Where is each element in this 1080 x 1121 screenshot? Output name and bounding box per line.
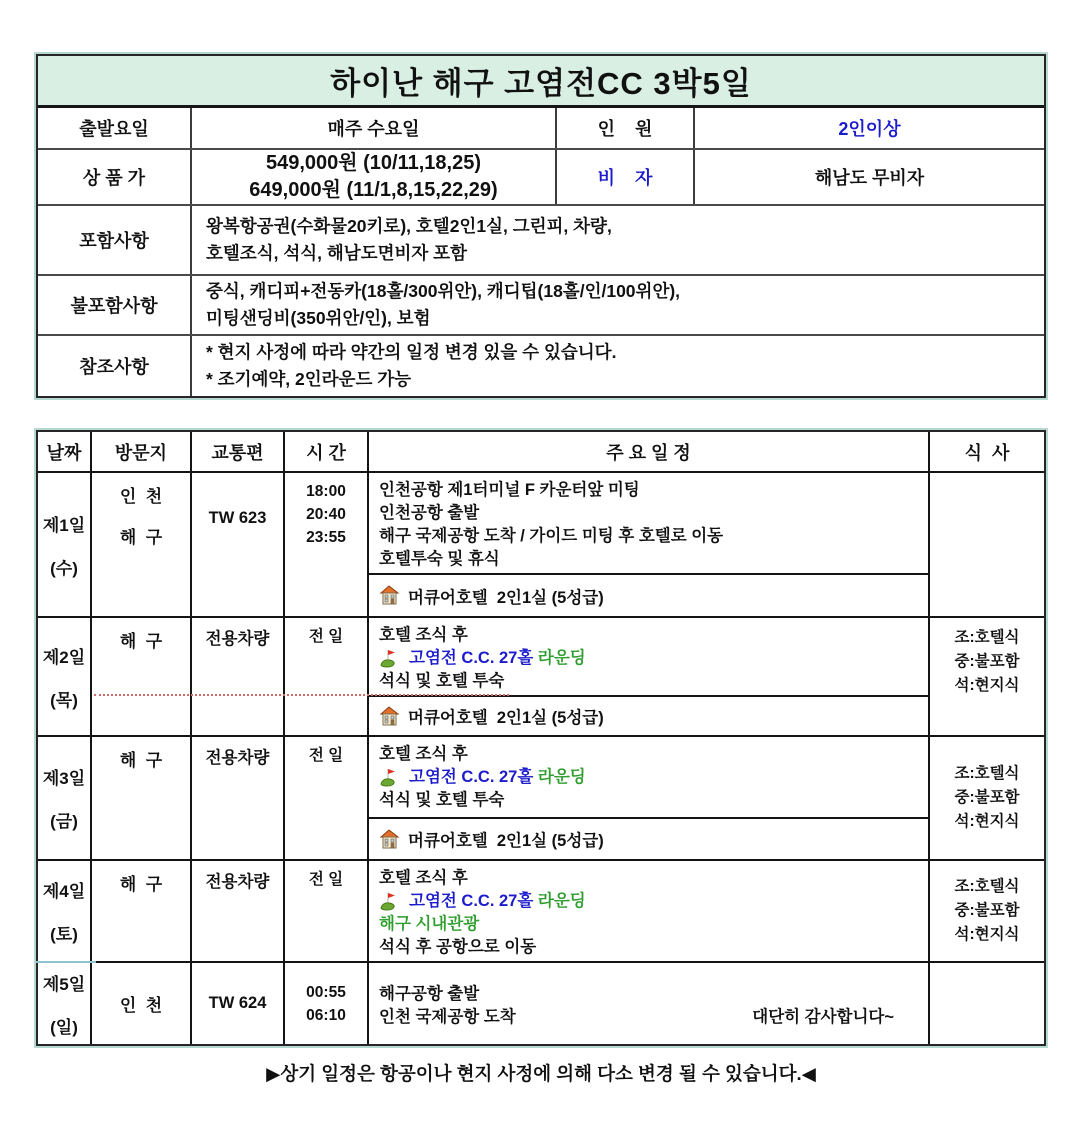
- golf-course-name: 고염전 C.C. 27홀: [409, 892, 534, 910]
- itinerary-row-day1: [38, 473, 1044, 616]
- day2-hotel-name: 머큐어호텔 2인1실 (5성급): [408, 709, 604, 727]
- day5-flight-number: TW 624: [208, 994, 267, 1012]
- schedule-line: 해구 국제공항 도착 / 가이드 미팅 후 호텔로 이동: [379, 527, 724, 545]
- header-meals: 식 사: [964, 442, 1010, 463]
- day3-time: [285, 737, 369, 859]
- day5-schedule-main: [369, 977, 928, 1031]
- day1-date: [38, 473, 92, 616]
- hotel-building-icon: [379, 706, 400, 727]
- reference-line-2: * 조기예약, 2인라운드 가능: [206, 369, 412, 389]
- header-time: 시 간: [285, 432, 369, 471]
- day3-date: [38, 737, 92, 859]
- package-info-table: [36, 54, 1046, 398]
- value-not-included: [192, 276, 1044, 334]
- thanks-message: 대단히 감사합니다~: [752, 1007, 894, 1026]
- day1-times: [285, 473, 369, 616]
- day5-flight: [192, 963, 285, 1044]
- row-reference: [38, 334, 1044, 396]
- schedule-line: 인천공항 제1터미널 F 카운터앞 미팅: [379, 481, 640, 499]
- day4-schedule-main: [369, 861, 928, 961]
- day4-transport: [192, 861, 285, 961]
- included-line-2: 호텔조식, 석식, 해남도면비자 포함: [206, 243, 467, 263]
- schedule-line: 해구공항 출발: [379, 984, 480, 1003]
- golf-round-label: 라운딩: [537, 768, 586, 786]
- day4-time-label: 전 일: [308, 871, 344, 888]
- itinerary-table: [36, 430, 1046, 1046]
- value-included: [192, 206, 1044, 274]
- golf-round-label: 라운딩: [537, 649, 586, 667]
- city-tour-line: 해구 시내관광: [379, 915, 480, 933]
- day1-place-haikou: 해 구: [119, 528, 163, 547]
- golf-course-name: 고염전 C.C. 27홀: [409, 768, 534, 786]
- day5-time-1: 00:55: [306, 983, 346, 1001]
- day5-meals: [930, 963, 1044, 1044]
- label-reference: 참조사항: [38, 336, 192, 396]
- meal-lunch: 중:불포함: [954, 902, 1020, 919]
- header-schedule: 주 요 일 정: [369, 432, 930, 471]
- day2-date: [38, 618, 92, 735]
- day5-label: 제5일: [42, 974, 86, 994]
- meal-dinner: 석:현지식: [954, 926, 1020, 943]
- day2-schedule-main: [369, 618, 928, 695]
- golf-round-label: 라운딩: [537, 892, 586, 910]
- arrival-line: 인천 국제공항 도착: [379, 1007, 516, 1026]
- day1-weekday: (수): [50, 558, 78, 578]
- day4-transport-label: 전용차량: [205, 873, 270, 891]
- price-line-1: 549,000원 (10/11,18,25): [265, 152, 482, 174]
- hotel-building-icon: [379, 829, 400, 850]
- golf-flag-icon: [379, 648, 401, 669]
- day3-weekday: (금): [50, 812, 78, 831]
- schedule-line: 호텔 조식 후: [379, 745, 468, 763]
- day1-label: 제1일: [42, 515, 86, 535]
- header-transport: 교통편: [192, 432, 285, 471]
- day2-time-label: 전 일: [308, 628, 344, 645]
- day2-transport: [192, 618, 285, 735]
- day1-schedule: [369, 473, 930, 616]
- hotel-building-icon: [379, 585, 400, 606]
- header-place: 방문지: [92, 432, 192, 471]
- day1-flight: [192, 473, 285, 616]
- document-page: [36, 0, 1046, 1086]
- day3-meals: [930, 737, 1044, 859]
- day3-hotel-name: 머큐어호텔 2인1실 (5성급): [408, 832, 604, 850]
- golf-flag-icon: [379, 767, 401, 788]
- day5-place: [92, 963, 192, 1044]
- day2-transport-label: 전용차량: [205, 630, 270, 648]
- itinerary-row-day5: [38, 961, 1044, 1044]
- meal-dinner: 석:현지식: [954, 813, 1020, 830]
- day3-transport: [192, 737, 285, 859]
- meal-breakfast: 조:호텔식: [954, 765, 1020, 782]
- day3-hotel-row: [369, 817, 928, 859]
- day4-place: [92, 861, 192, 961]
- schedule-line: 호텔 조식 후: [379, 626, 468, 644]
- day1-place-incheon: 인 천: [119, 487, 163, 506]
- itinerary-row-day2: [38, 616, 1044, 735]
- value-persons: 2인이상: [838, 119, 901, 139]
- price-line-2: 649,000원 (11/1,8,15,22,29): [249, 179, 498, 201]
- label-persons: 인 원: [557, 108, 695, 148]
- day1-hotel-name: 머큐어호텔 2인1실 (5성급): [408, 588, 604, 607]
- schedule-line: 호텔 조식 후: [379, 869, 468, 887]
- day1-time-2: 20:40: [306, 506, 346, 523]
- page-title: 하이난 해구 고염전CC 3박5일: [38, 56, 1044, 108]
- day1-time-1: 18:00: [306, 483, 346, 500]
- day3-time-label: 전 일: [308, 747, 344, 764]
- day5-weekday: (일): [50, 1017, 78, 1037]
- row-price: [38, 148, 1044, 204]
- day1-places: [92, 473, 192, 616]
- label-not-included: 불포함사항: [38, 276, 192, 334]
- label-included: 포함사항: [38, 206, 192, 274]
- day2-label: 제2일: [42, 647, 86, 667]
- day2-place: [92, 618, 192, 735]
- value-visa: 해남도 무비자: [814, 168, 925, 188]
- schedule-line: 호텔투숙 및 휴식: [379, 550, 500, 568]
- value-price: [192, 150, 557, 204]
- itinerary-row-day3: [38, 735, 1044, 859]
- day1-flight-number: TW 623: [208, 509, 267, 527]
- itinerary-row-day4: [38, 859, 1044, 961]
- golf-course-name: 고염전 C.C. 27홀: [409, 649, 534, 667]
- day2-time: [285, 618, 369, 735]
- day5-place-incheon: 인 천: [119, 996, 163, 1015]
- schedule-line: 석식 후 공항으로 이동: [379, 938, 537, 956]
- meal-dinner: 석:현지식: [954, 677, 1020, 694]
- day4-time: [285, 861, 369, 961]
- value-reference: [192, 336, 1044, 396]
- day2-hotel-row: [369, 695, 928, 735]
- schedule-line: 석식 및 호텔 투숙: [379, 791, 505, 809]
- row-included: [38, 204, 1044, 274]
- day1-time-3: 23:55: [306, 529, 346, 546]
- day4-weekday: (토): [50, 925, 78, 944]
- day3-schedule-main: [369, 737, 928, 817]
- day4-label: 제4일: [42, 882, 86, 901]
- meal-breakfast: 조:호텔식: [954, 878, 1020, 895]
- golf-flag-icon: [379, 891, 401, 912]
- day1-hotel-row: [369, 573, 928, 616]
- reference-line-1: * 현지 사정에 따라 약간의 일정 변경 있을 수 있습니다.: [206, 342, 617, 362]
- itinerary-header-row: [38, 432, 1044, 473]
- day4-date: [38, 861, 92, 961]
- golf-line: [379, 890, 920, 913]
- footer-note: ▶상기 일정은 항공이나 현지 사정에 의해 다소 변경 될 수 있습니다.◀: [266, 1063, 816, 1084]
- schedule-line: 인천공항 출발: [379, 504, 480, 522]
- meal-breakfast: 조:호텔식: [954, 629, 1020, 646]
- day5-schedule: [369, 963, 930, 1044]
- day4-schedule: [369, 861, 930, 961]
- day1-schedule-main: [369, 473, 928, 573]
- day3-schedule: [369, 737, 930, 859]
- day3-place: [92, 737, 192, 859]
- label-price: 상 품 가: [38, 150, 192, 204]
- included-line-1: 왕복항공권(수화물20키로), 호텔2인1실, 그린피, 차량,: [206, 216, 612, 236]
- day3-place-haikou: 해 구: [119, 751, 163, 770]
- value-departure-day: 매주 수요일: [192, 108, 557, 148]
- not-included-line-1: 중식, 캐디피+전동카(18홀/300위안), 캐디팁(18홀/인/100위안),: [206, 281, 681, 301]
- day5-date: [38, 963, 92, 1044]
- label-departure-day: 출발요일: [38, 108, 192, 148]
- label-visa: 비 자: [557, 150, 695, 204]
- meal-lunch: 중:불포함: [954, 653, 1020, 670]
- schedule-line-with-thanks: [379, 1006, 920, 1029]
- golf-line: [379, 766, 920, 789]
- day4-place-haikou: 해 구: [119, 875, 163, 894]
- day2-place-haikou: 해 구: [119, 632, 163, 651]
- day3-transport-label: 전용차량: [205, 749, 270, 767]
- header-date: 날짜: [38, 432, 92, 471]
- golf-line: [379, 647, 920, 670]
- day5-time-2: 06:10: [306, 1006, 346, 1024]
- day2-schedule: [369, 618, 930, 735]
- row-departure-day: [38, 108, 1044, 148]
- day1-meals: [930, 473, 1044, 616]
- day2-meals: [930, 618, 1044, 735]
- day3-label: 제3일: [42, 769, 86, 788]
- day5-times: [285, 963, 369, 1044]
- schedule-line: 석식 및 호텔 투숙: [379, 672, 505, 690]
- not-included-line-2: 미팅샌딩비(350위안/인), 보험: [206, 308, 431, 328]
- meal-lunch: 중:불포함: [954, 789, 1020, 806]
- day2-weekday: (목): [50, 690, 78, 710]
- row-not-included: [38, 274, 1044, 334]
- day4-meals: [930, 861, 1044, 961]
